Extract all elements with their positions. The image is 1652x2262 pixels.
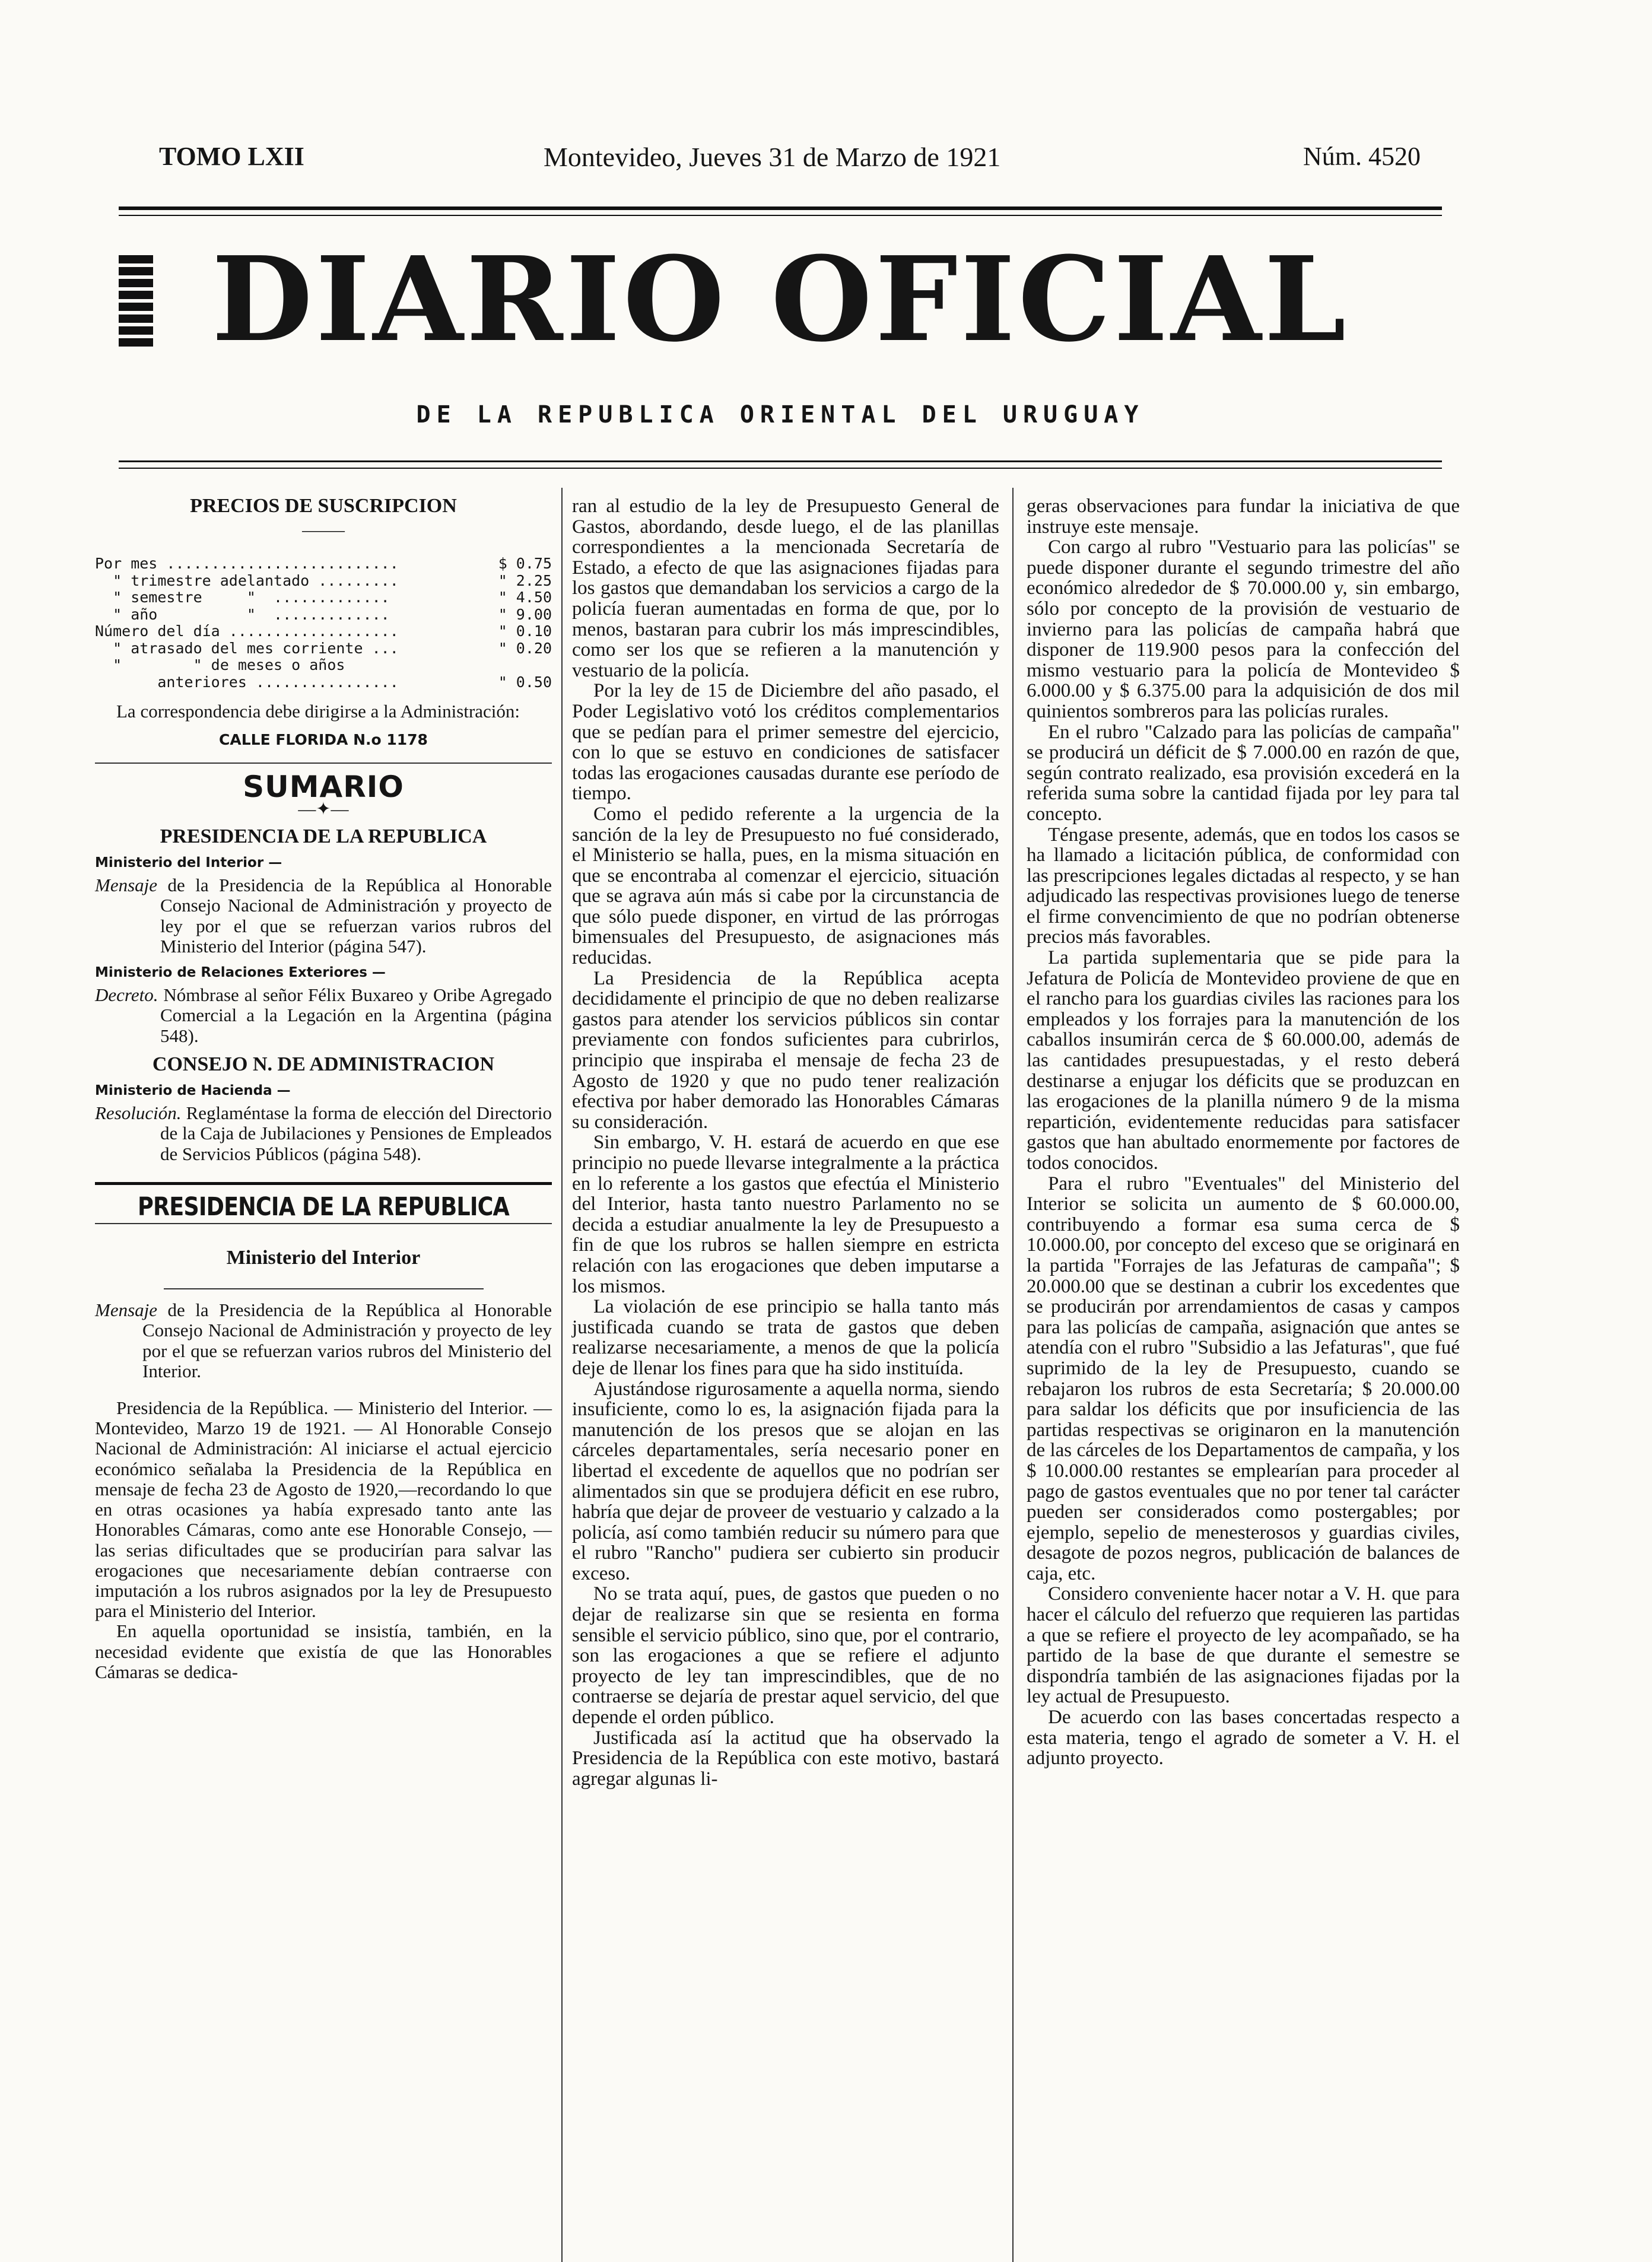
rate-row: anteriores ................ " 0.50 [95,673,552,691]
body-paragraph: ran al estudio de la ley de Presupuesto General de Gastos, abordando, desde luego, el de las planillas correspondientes a la mencionada Secretaría de Estado, a efecto de que las asignaciones fijadas para los gastos que demandaban los servicios a cargo de la policía fueran aumentadas en forma de que, por lo menos, bastaran para cubrir los más imprescindibles, como ser los que se refieren a la manutención y vestuario de la policía. [572,495,999,681]
header-rule-thin [119,215,1442,216]
column-3 [1027,496,1460,1769]
body-paragraph: La Presidencia de la República acepta decididamente el principio de que no deben realizarse gastos para atender los servicios públicos sin contar previamente con fondos suficientes para cubrirlos, principio que inspiraba el mensaje de fecha 23 de Agosto de 1920 y que no pudo tener realización efectiva por haber demorado las Honorables Cámaras su consideración. [572,967,999,1133]
masthead-title: DIARIO OFICIAL [211,231,1349,368]
summary-ministry-foreign: Ministerio de Relaciones Exteriores — [95,965,386,981]
body-paragraph: Justificada así la actitud que ha observado la Presidencia de la República con este motivo, bastará agregar algunas li- [572,1727,999,1790]
section-rule [95,1182,552,1185]
ornament-rule: ⸻ [301,521,346,541]
body-paragraph: Con cargo al rubro "Vestuario para las policías" se puede disponer durante el segundo trimestre del año económico alrededor de $ 70.000.00 y, sin embargo, sólo por concepto de la provisión de vestuario de invierno para las policías de campaña habrá que disponer de 119.900 pesos para la confección del mismo vestuario para la policía de Montevideo $ 6.000.00 y $ 6.375.00 para la adquisición de dos mil quinientos sombreros para las policías rurales. [1027,536,1460,722]
summary-item: Mensaje de la Presidencia de la República al Honorable Consejo Nacional de Administración y proyecto de ley por el que se refuerzan varios rubros del Ministerio del Interior (página 547). [95,875,552,957]
body-paragraph: geras observaciones para fundar la iniciativa de que instruye este mensaje. [1027,495,1460,538]
body-paragraph: En el rubro "Calzado para las policías de campaña" se producirá un déficit de $ 7.000.00 en razón de que, según contrato realizado, esa provisión excederá en la referida suma sobre la cantidad fijada por ley para tal concepto. [1027,721,1460,825]
ornament-rule: —✦— [298,799,349,819]
dateline: Montevideo, Jueves 31 de Marzo de 1921 [544,142,1001,172]
masthead [119,231,1442,368]
rate-row: Número del día ................... " 0.10 [95,622,552,640]
volume-number: TOMO LXII [159,142,304,171]
body-paragraph: Sin embargo, V. H. estará de acuerdo en que ese principio no puede llevarse integralmente a la práctica en lo referente a los gastos que efectúa el Ministerio del Interior, hasta tanto nuestro Parlamento no se decida a estudiar anualmente la ley de Presupuesto a fin de que los rubros se hallen siempre en estricta relación con las erogaciones que deben imputarse a los mismos. [572,1132,999,1297]
masthead-subtitle: DE LA REPUBLICA ORIENTAL DEL URUGUAY [416,401,1145,428]
divider [95,763,552,764]
body-paragraph: Presidencia de la República. — Ministerio del Interior. — Montevideo, Marzo 19 de 1921. — Al Honorable Consejo Nacional de Administración: Al iniciarse el actual ejercicio económico señalaba la Presidencia de la República en mensaje de fecha 23 de Agosto de 1920,—recordando lo que en otras ocasiones ya había expresado tanto ante las Honorables Cámaras, como ante ese Honorable Consejo, —las serias dificultades que se producirían para salvar las erogaciones que necesariamente debían contraerse con imputación a los rubros asignados por la ley de Presupuesto para el Ministerio del Interior. [95,1397,552,1622]
column-divider-1 [561,488,563,2262]
summary-item: Resolución. Reglaméntase la forma de elección del Directorio de la Caja de Jubilaciones y Pensiones de Empleados de Servicios Públicos (página 548). [95,1103,552,1164]
body-paragraph: No se trata aquí, pues, de gastos que pueden o no dejar de realizarse sin que se resienta en forma sensible el servicio público, sino que, por el contrario, son las erogaciones a que se refiere el adjunto proyecto de ley tan imprescindibles, que de no contraerse se dejaría de prestar aquel servicio, del que depende el orden público. [572,1583,999,1729]
correspondence-note: La correspondencia debe dirigirse a la Administración: [116,701,520,722]
divider [95,1223,552,1224]
summary-council: CONSEJO N. DE ADMINISTRACION [152,1053,495,1075]
rate-row: Por mes .......................... $ 0.75 [95,555,552,573]
summary-title: SUMARIO [243,769,404,804]
summary-item: Decreto. Nómbrase al señor Félix Buxareo y Oribe Agregado Comercial a la Legación en la Argentina (página 548). [95,984,552,1046]
rate-row: " año " ............. " 9.00 [95,605,552,623]
column-1 [95,496,552,1682]
issue-number: Núm. 4520 [1303,142,1421,171]
message-heading: Mensaje de la Presidencia de la República al Honorable Consejo Nacional de Administración y proyecto de ley por el que se refuerzan varios rubros del Ministerio del Interior. [95,1300,552,1381]
body-paragraph: De acuerdo con las bases concertadas respecto a esta materia, tengo el agrado de someter a V. H. el adjunto proyecto. [1027,1707,1460,1769]
summary-ministry-interior: Ministerio del Interior — [95,855,282,871]
header-rule-thick [119,206,1442,210]
rate-row: " trimestre adelantado ......... " 2.25 [95,571,552,589]
summary-presidency: PRESIDENCIA DE LA REPUBLICA [160,825,487,847]
rate-row: " " de meses o años [95,657,345,674]
column-divider-2 [1012,488,1014,2262]
subscription-rates [95,555,552,691]
rate-row: " atrasado del mes corriente ... " 0.20 [95,639,552,657]
subscription-title: PRECIOS DE SUSCRIPCION [190,495,457,517]
body-paragraph: La partida suplementaria que se pide para la Jefatura de Policía de Montevideo proviene de que en el rancho para los guardias civiles las raciones para los empleados y los forrajes para la manutención de los caballos insumirán cerca de $ 60.000.00, además de las cantidades presupuestadas, y el resto deberá destinarse a enjugar los déficits que se produzcan en las erogaciones de la planilla número 9 de la misma repartición, evidentemente reducidas para satisfacer gastos que han abultado enormemente por factores de todos conocidos. [1027,947,1460,1174]
column-2 [572,496,999,1789]
masthead-rule-thin [119,468,1442,469]
body-paragraph: En aquella oportunidad se insistía, también, en la necesidad evidente que existía de que las Honorables Cámaras se dedica- [95,1621,552,1682]
section-title: PRESIDENCIA DE LA REPUBLICA [138,1192,509,1222]
section-ministry: Ministerio del Interior [226,1247,421,1269]
body-paragraph: La violación de ese principio se halla tanto más justificada cuando se trata de gastos que deben realizarse necesariamente, a menos de que la policía deje de llenar los fines para que ha sido instituída. [572,1296,999,1379]
body-paragraph: Como el pedido referente a la urgencia de la sanción de la ley de Presupuesto no fué considerado, el Ministerio se halla, pues, en la misma situación en que se encontraba al comenzar el ejercicio, situación que se agrava aún más si cabe por la circunstancia de que sólo puede disponer, en virtud de las prórrogas bimensuales del Presupuesto, de asignaciones más reducidas. [572,803,999,969]
body-paragraph: Ajustándose rigurosamente a aquella norma, siendo insuficiente, como lo es, la asignación fijada para la manutención de los presos que se alojan en las cárceles departamentales, sería necesario poner en libertad el excedente de aquellos que no podrían ser alimentados sin que se produjera déficit en ese rubro, habría que dejar de proveer de vestuario y calzado a la policía, así como también reducir su número para que el rubro "Rancho" pudiera ser cubierto sin producir exceso. [572,1378,999,1584]
body-paragraph: Para el rubro "Eventuales" del Ministerio del Interior se solicita un aumento de $ 60.000.00, contribuyendo a formar esa suma cerca de $ 10.000.00, por concepto del exceso que se originará en la partida "Forrajes de las Jefaturas de campaña"; $ 20.000.00 que se destinan a cubrir los excedentes que se producirán por arrendamientos de casas y campos para las policías de campaña, asignación que antes se atendía con el rubro "Subsidio a las Jefaturas", que fué suprimido de la ley de Presupuesto, cuando se rebajaron los rubros de esta Secretaría; $ 20.000.00 para saldar los déficits que por insuficiencia de las partidas respectivas se originaron en la manutención de las cárceles de los Departamentos de campaña, y los $ 10.000.00 restantes se emplearían para proceder al pago de gastos eventuales que no por tener tal carácter pueden ser considerados como postergables; por ejemplo, sepelio de menesterosos y guardias civiles, desagote de pozos negros, publicación de balances de caja, etc. [1027,1173,1460,1584]
summary-ministry-finance: Ministerio de Hacienda — [95,1083,291,1099]
body-paragraph: Téngase presente, además, que en todos los casos se ha llamado a licitación pública, de conformidad con las prescripciones legales dictadas al respecto, y se han adjudicado las respectivas provisiones luego de tenerse el firme convencimiento de que no podrían obtenerse precios más favorables. [1027,824,1460,948]
address: CALLE FLORIDA N.o 1178 [219,731,428,749]
divider [164,1288,484,1289]
body-paragraph: Considero conveniente hacer notar a V. H. que para hacer el cálculo del refuerzo que requieren las partidas a que se refiere el proyecto de ley acompañado, se ha partido de la base de que durante el semestre se dispondría también de las asignaciones fijadas por la ley actual de Presupuesto. [1027,1583,1460,1708]
rate-row: " semestre " ............. " 4.50 [95,589,552,606]
masthead-rule [119,460,1442,462]
body-paragraph: Por la ley de 15 de Diciembre del año pasado, el Poder Legislativo votó los créditos complementarios que se pedían para el primer semestre del ejercicio, con lo que se estuvo en condiciones de satisfacer todas las erogaciones causadas durante ese período de tiempo. [572,680,999,805]
